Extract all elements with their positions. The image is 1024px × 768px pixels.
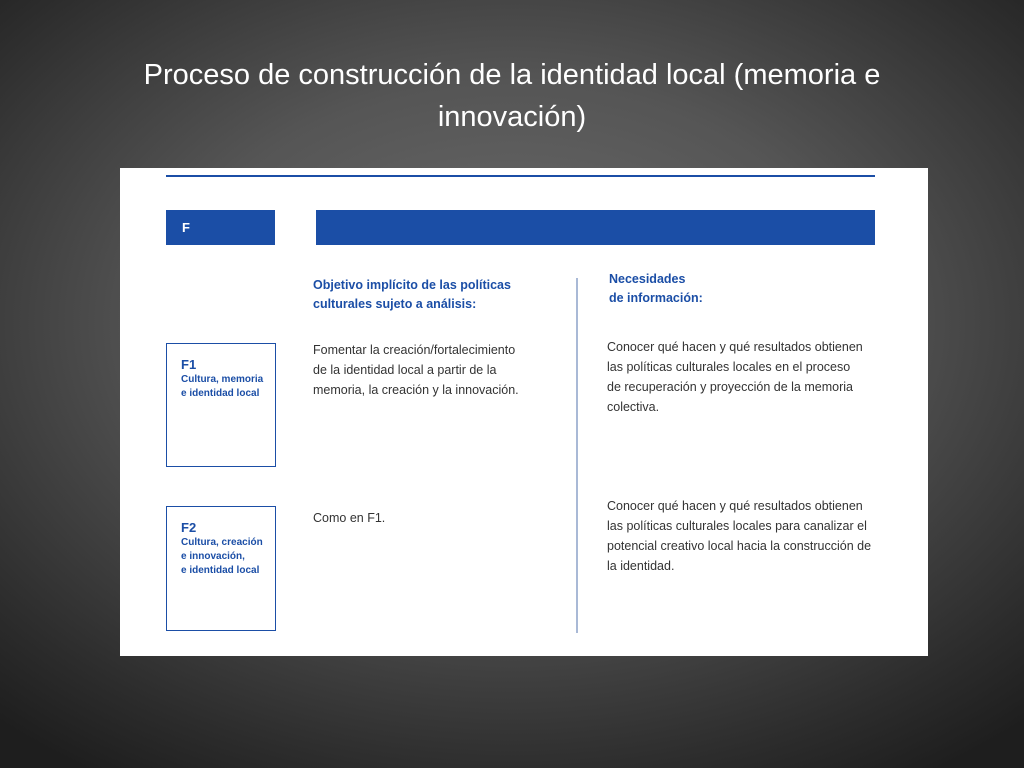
- section-header-bar: [316, 210, 875, 245]
- section-label: F: [166, 210, 275, 245]
- table-image-panel: [120, 168, 928, 656]
- code-id-f2: F2: [181, 520, 197, 535]
- objective-header-line-2: culturales sujeto a análisis:: [313, 297, 477, 311]
- code-desc-line: e innovación,: [181, 551, 245, 562]
- needs-line: las políticas culturales locales en el proceso: [607, 360, 851, 374]
- needs-line: la identidad.: [607, 559, 675, 573]
- slide-title-line-1: Proceso de construcción de la identidad local (memoria e: [143, 59, 881, 91]
- objective-header-line-1: Objetivo implícito de las políticas: [313, 278, 511, 292]
- needs-f1: [607, 337, 863, 417]
- needs-line: potencial creativo local hacia la construcción de: [607, 539, 872, 553]
- objective-f2: [313, 508, 385, 528]
- code-desc-line: Cultura, memoria: [181, 374, 264, 385]
- objective-column-header: [313, 276, 511, 314]
- code-box-f1: [166, 343, 276, 467]
- needs-line: Conocer qué hacen y qué resultados obtienen: [607, 499, 863, 513]
- needs-line: colectiva.: [607, 400, 660, 414]
- objective-line: Fomentar la creación/fortalecimiento: [313, 343, 516, 357]
- needs-column-header: [609, 270, 703, 308]
- needs-f2: [607, 496, 871, 576]
- code-box-f2: [166, 506, 276, 631]
- needs-header-line-1: Necesidades: [609, 272, 686, 286]
- objective-f1: [313, 340, 519, 400]
- needs-header-line-2: de información:: [609, 291, 703, 305]
- slide-title: [60, 54, 964, 138]
- needs-line: Conocer qué hacen y qué resultados obtienen: [607, 340, 863, 354]
- objective-line: Como en F1.: [313, 511, 386, 525]
- slide-title-line-2: innovación): [437, 101, 587, 133]
- code-desc-line: Cultura, creación: [181, 537, 263, 548]
- objective-line: de la identidad local a partir de la: [313, 363, 497, 377]
- column-divider: [576, 278, 578, 633]
- code-id-f1: F1: [181, 357, 197, 372]
- needs-line: de recuperación y proyección de la memoria: [607, 380, 853, 394]
- code-desc-line: e identidad local: [181, 565, 260, 576]
- objective-line: memoria, la creación y la innovación.: [313, 383, 519, 397]
- top-rule: [166, 175, 875, 177]
- code-desc-line: e identidad local: [181, 388, 260, 399]
- needs-line: las políticas culturales locales para canalizar el: [607, 519, 867, 533]
